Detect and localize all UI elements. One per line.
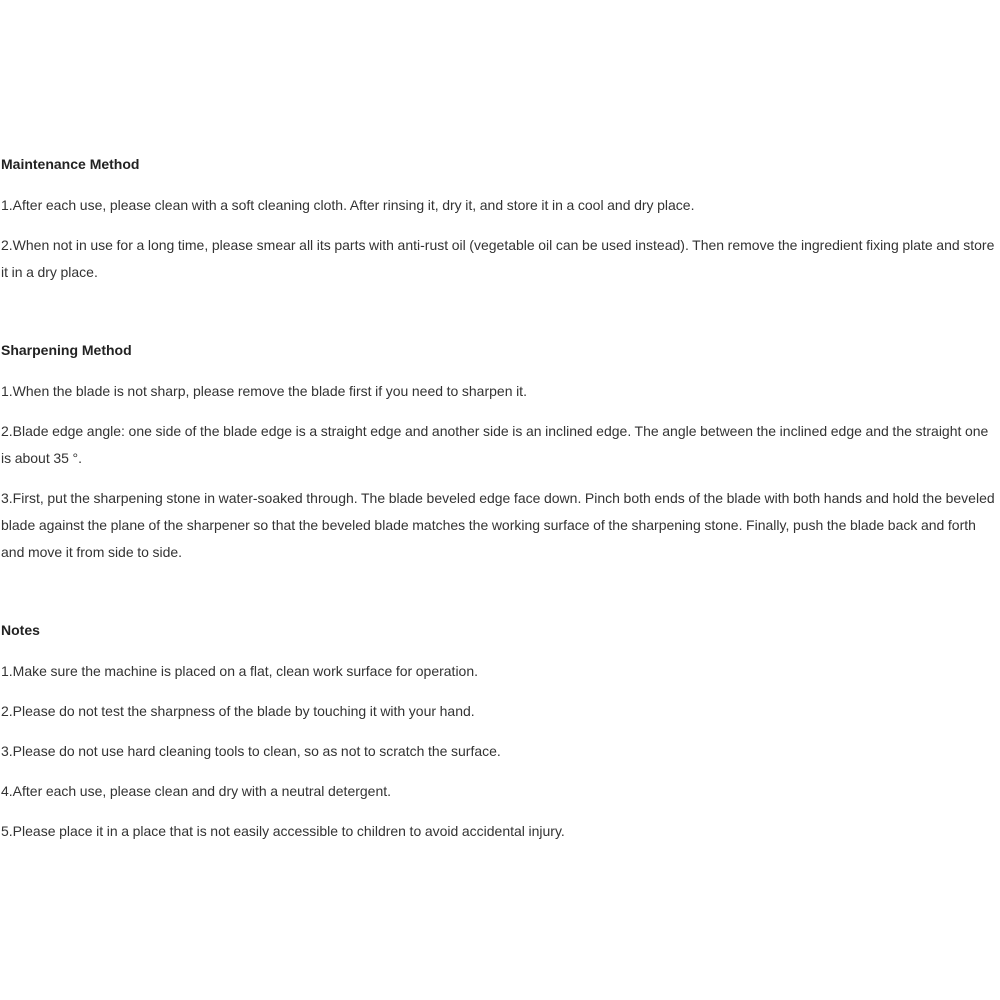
maintenance-item-1: 1.After each use, please clean with a soft cleaning cloth. After rinsing it, dry it, and store it in a cool and dry place. xyxy=(1,197,695,213)
sharpening-item-3: 3.First, put the sharpening stone in water-soaked through. The blade beveled edge face down. Pinch both ends of the blade with both hands and hold the beveled blade against the plane of the sharpener so that the beveled blade matches the working surface of the sharpening stone. Finally, push the blade back and forth and move it from side to side. xyxy=(1,490,995,560)
maintenance-item-2: 2.When not in use for a long time, please smear all its parts with anti-rust oil (vegetable oil can be used instead). Then remove the ingredient fixing plate and store it in a dry place. xyxy=(1,237,995,280)
sharpening-heading: Sharpening Method xyxy=(1,342,132,358)
sharpening-item-1: 1.When the blade is not sharp, please remove the blade first if you need to sharpen it. xyxy=(1,383,527,399)
notes-item-1: 1.Make sure the machine is placed on a flat, clean work surface for operation. xyxy=(1,663,479,679)
maintenance-section xyxy=(1,152,999,286)
notes-item-5: 5.Please place it in a place that is not easily accessible to children to avoid accidental injury. xyxy=(1,823,565,839)
sharpening-item-2: 2.Blade edge angle: one side of the blade edge is a straight edge and another side is an inclined edge. The angle between the inclined edge and the straight one is about 35 °. xyxy=(1,423,989,466)
notes-item-4: 4.After each use, please clean and dry with a neutral detergent. xyxy=(1,783,392,799)
notes-item-2: 2.Please do not test the sharpness of the blade by touching it with your hand. xyxy=(1,703,475,719)
document-body xyxy=(1,152,999,845)
notes-heading: Notes xyxy=(1,622,40,638)
maintenance-heading: Maintenance Method xyxy=(1,156,140,172)
notes-item-3: 3.Please do not use hard cleaning tools to clean, so as not to scratch the surface. xyxy=(1,743,501,759)
sharpening-section xyxy=(1,338,999,566)
notes-section xyxy=(1,618,999,845)
